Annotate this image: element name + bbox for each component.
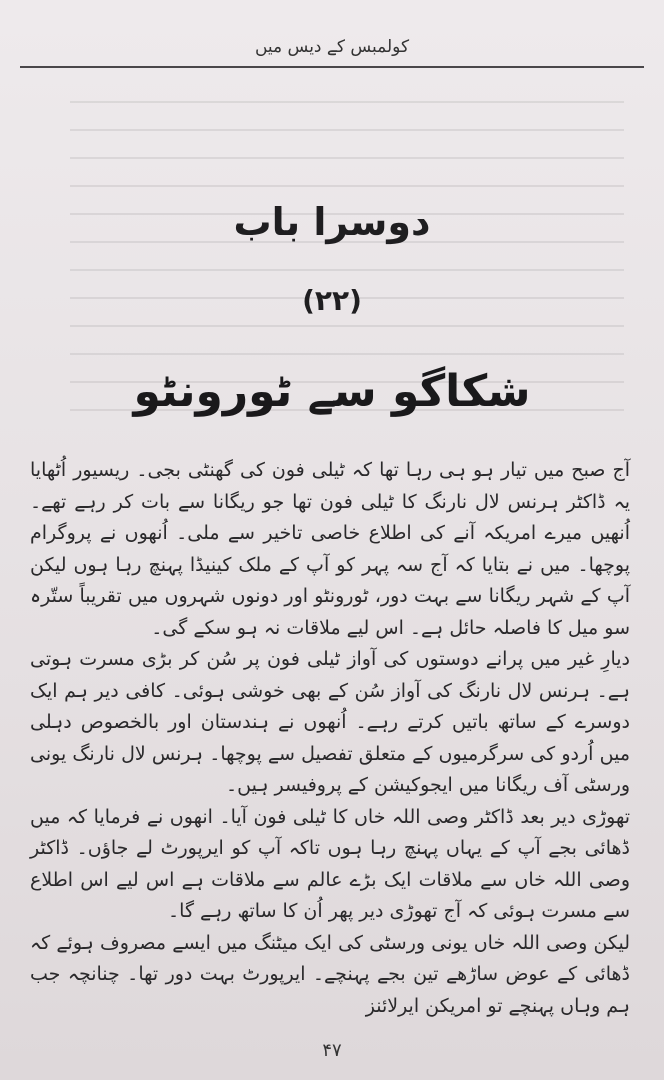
body-text [30, 455, 630, 1022]
paragraph: دیارِ غیر میں پرانے دوستوں کی آواز ٹیلی فون پر سُن کر بڑی مسرت ہوتی ہے۔ ہرنس لال نارنگ کی آواز سُن کے بھی خوشی ہوئی۔ کافی دیر ہم ایک دوسرے کے ساتھ باتیں کرتے رہے۔ اُنھوں نے ہندستان اور بالخصوص دہلی میں اُردو کی سرگرمیوں کے متعلق تفصیل سے پوچھا۔ ہرنس لال نارنگ یونی ورسٹی آف ریگانا میں ایجوکیشن کے پروفیسر ہیں۔ [30, 648, 630, 796]
section-title: شکاگو سے ٹورونٹو [133, 366, 531, 417]
paragraph: تھوڑی دیر بعد ڈاکٹر وصی اللہ خاں کا ٹیلی فون آیا۔ انھوں نے فرمایا کہ میں ڈھائی بجے آپ کے یہاں پہنچ رہا ہوں تاکہ آپ کو ایرپورٹ لے جاؤں۔ ڈاکٹر وصی اللہ خاں سے ملاقات ایک بڑے عالم سے ملاقات ہے اس لیے اس اطلاع سے مسرت ہوئی کہ آج تھوڑی دیر پھر اُن کا ساتھ رہے گا۔ [30, 805, 630, 922]
chapter-number: (۲۲) [302, 284, 362, 317]
paragraph: آج صبح میں تیار ہو ہی رہا تھا کہ ٹیلی فون کی گھنٹی بجی۔ ریسیور اُٹھایا یہ ڈاکٹر ہرنس لال نارنگ کا ٹیلی فون تھا جو ریگانا سے بات کر رہے تھے۔ اُنھیں میرے امریکہ آنے کی اطلاع خاصی تاخیر سے ملی۔ اُنھوں نے پروگرام پوچھا۔ میں نے بتایا کہ آج سہ پہر کو آپ کے ملک کینیڈا پہنچ رہا ہوں لیکن آپ کے شہر ریگانا سے بہت دور، ٹورونٹو اور دونوں شہروں میں تقریباً ستّرہ سو میل کا فاصلہ حائل ہے۔ اس لیے ملاقات نہ ہو سکے گی۔ [30, 459, 630, 639]
page-number: ۴۷ [322, 1040, 342, 1061]
header-rule [20, 66, 644, 68]
chapter-title: دوسرا باب [233, 200, 431, 244]
paragraph: لیکن وصی اللہ خاں یونی ورسٹی کی ایک میٹنگ میں ایسے مصروف ہوئے کہ ڈھائی کے عوض ساڑھے تین بجے پہنچے۔ ایرپورٹ بہت دور تھا۔ چنانچہ جب ہم وہاں پہنچے تو امریکن ایرلائنز [30, 931, 630, 1017]
running-head: کولمبس کے دیس میں [254, 37, 410, 57]
